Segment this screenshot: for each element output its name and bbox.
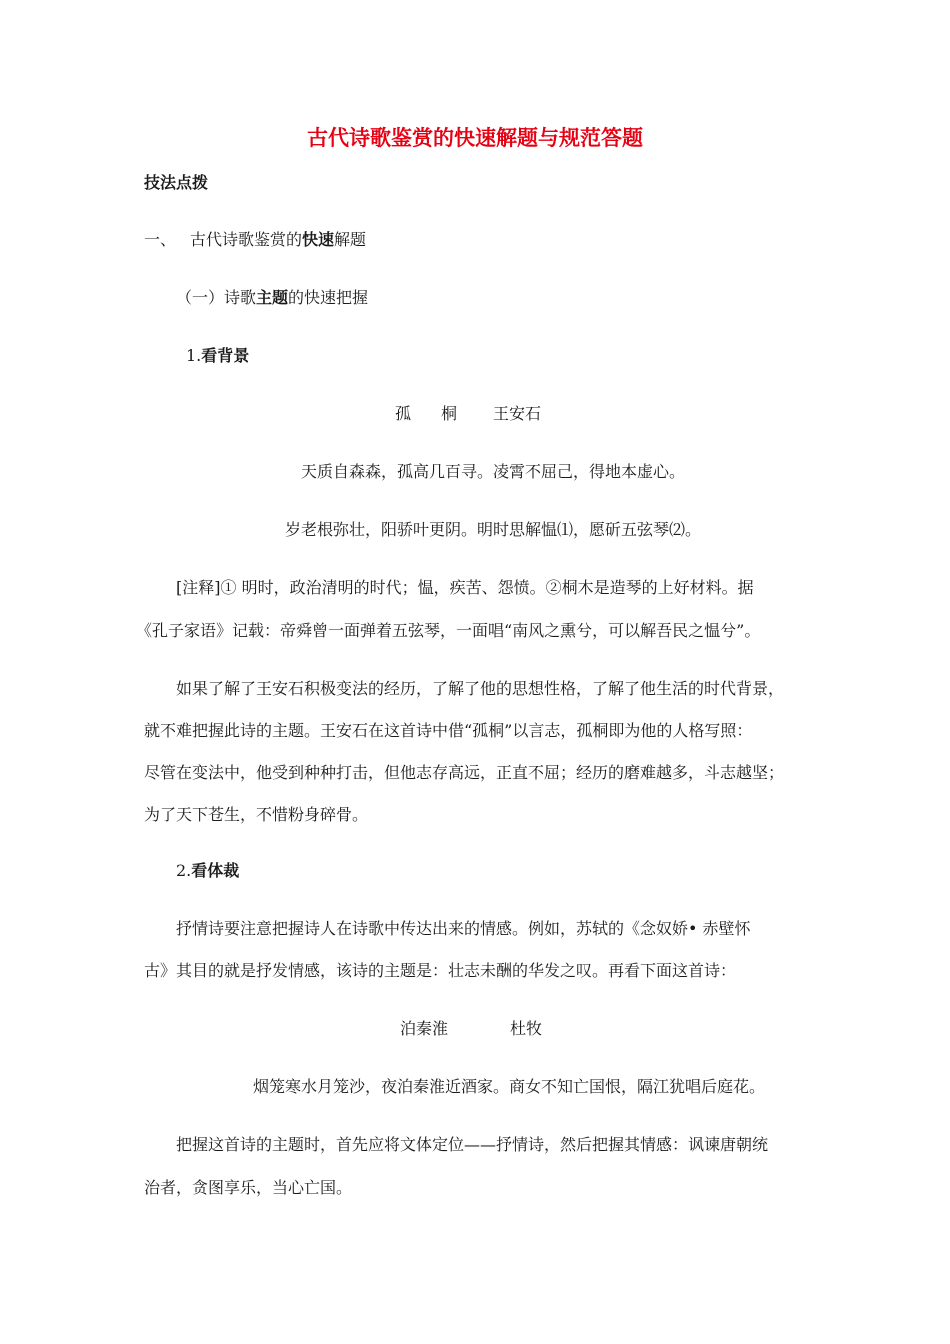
para1-line3: 尽管在变法中，他受到种种打击，但他志存高远，正直不屈；经历的磨难越多，斗志越坚； [144, 763, 785, 782]
heading-level2 [176, 287, 368, 309]
heading-level1-prefix: 古代诗歌鉴赏的 [190, 230, 303, 249]
poem2-line1: 烟笼寒水月笼沙，夜泊秦淮近酒家。商女不知亡国恨，隔江犹唱后庭花。 [253, 1077, 766, 1096]
subheading-label: 看体裁 [191, 861, 240, 880]
poem1-line1: 天质自森森，孤高几百寻。凌霄不屈己，得地本虚心。 [301, 462, 686, 481]
subheading-background [186, 345, 249, 367]
subheading-label: 看背景 [201, 346, 250, 365]
para3-line1: 把握这首诗的主题时，首先应将文体定位——抒情诗，然后把握其情感：讽谏唐朝统 [176, 1135, 769, 1154]
subheading-number: 1. [186, 346, 202, 365]
heading-level1 [144, 229, 366, 251]
poem1-title-char2: 桐 [441, 404, 458, 423]
heading-level2-emph: 主题 [256, 288, 289, 307]
document-title: 古代诗歌鉴赏的快速解题与规范答题 [307, 125, 643, 150]
poem2-heading [400, 1018, 542, 1040]
para3-line2: 治者，贪图享乐，当心亡国。 [144, 1178, 353, 1197]
poem1-line2: 岁老根弥壮，阳骄叶更阴。明时思解愠⑴，愿斫五弦琴⑵。 [285, 520, 702, 539]
section-label: 技法点拨 [144, 173, 209, 192]
poem1-heading [395, 403, 541, 425]
para2-line2: 古》其目的就是抒发情感，该诗的主题是：壮志未酬的华发之叹。再看下面这首诗： [144, 961, 737, 980]
para1-line4: 为了天下苍生，不惜粉身碎骨。 [144, 805, 369, 824]
note-line1: [注释]① 明时，政治清明的时代；愠，疾苦、怨愤。②桐木是造琴的上好材料。据 [176, 578, 754, 597]
para1-line1: 如果了解了王安石积极变法的经历，了解了他的思想性格，了解了他生活的时代背景， [176, 679, 785, 698]
heading-level2-suffix: 的快速把握 [288, 288, 369, 307]
poem1-author: 王安石 [493, 404, 542, 423]
heading-level1-emph: 快速 [302, 230, 335, 249]
subheading-genre [176, 860, 239, 882]
poem2-title: 泊秦淮 [400, 1019, 449, 1038]
heading-level1-number: 一、 [144, 230, 177, 249]
para1-line2: 就不难把握此诗的主题。王安石在这首诗中借“孤桐”以言志，孤桐即为他的人格写照： [144, 721, 753, 740]
heading-level1-suffix: 解题 [334, 230, 367, 249]
heading-level2-prefix: （一）诗歌 [176, 288, 257, 307]
poem2-author: 杜牧 [510, 1019, 543, 1038]
para2-line1: 抒情诗要注意把握诗人在诗歌中传达出来的情感。例如，苏轼的《念奴娇• 赤壁怀 [176, 919, 751, 938]
note-line2: 《孔子家语》记载：帝舜曾一面弹着五弦琴，一面唱“南风之熏兮，可以解吾民之愠兮”。 [136, 621, 761, 640]
poem1-title-char1: 孤 [395, 404, 412, 423]
subheading-number: 2. [176, 861, 192, 880]
